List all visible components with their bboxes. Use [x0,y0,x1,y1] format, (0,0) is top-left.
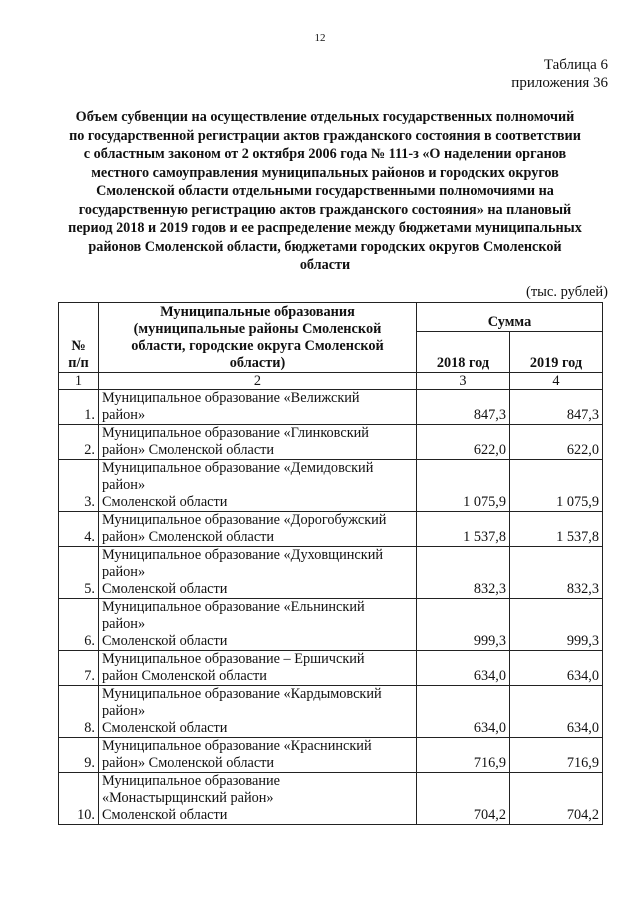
municipality-name: Муниципальное образование «Велижский район» [99,390,417,425]
municipality-name: Муниципальное образование «Духовщинский район» Смоленской области [99,547,417,599]
title-line: государственную регистрацию актов гражданского состояния» на плановый [78,201,572,218]
title-line: области [299,257,351,273]
amount-2019: 634,0 [510,651,603,686]
amount-2019: 999,3 [510,599,603,651]
municipality-name: Муниципальное образование «Глинковский район» Смоленской области [99,425,417,460]
municipality-name: Муниципальное образование «Монастырщинский район» Смоленской области [99,773,417,825]
subvention-table [58,302,603,825]
column-number-2: 2 [99,373,417,390]
header-year-2018: 2018 год [417,332,510,373]
municipality-name: Муниципальное образование «Кардымовский район» Смоленской области [99,686,417,738]
title-line: с областным законом от 2 октября 2006 года № 111-з «О наделении органов [83,146,567,162]
title-line: Объем субвенции на осуществление отдельных государственных полномочий [75,109,575,125]
amount-2019: 634,0 [510,686,603,738]
amount-2019: 832,3 [510,547,603,599]
municipality-name: Муниципальное образование – Ершичский район Смоленской области [99,651,417,686]
title-line: период 2018 и 2019 годов и ее распределение между бюджетами муниципальных [68,220,582,236]
row-number: 10. [59,773,99,825]
title-line: местного самоуправления муниципальных районов и городских округов [91,164,559,181]
amount-2018: 716,9 [417,738,510,773]
amount-2018: 1 537,8 [417,512,510,547]
table-row [59,460,603,512]
header-sum: Сумма [417,303,603,332]
unit-label: (тыс. рублей) [526,284,608,300]
row-number: 6. [59,599,99,651]
table-row [59,512,603,547]
amount-2019: 704,2 [510,773,603,825]
page-number: 12 [314,32,326,44]
table-row [59,651,603,686]
table-row [59,425,603,460]
title-line: районов Смоленской области, бюджетами городских округов Смоленской [88,238,562,255]
column-number-1: 1 [59,373,99,390]
amount-2019: 1 075,9 [510,460,603,512]
table-row [59,390,603,425]
row-number: 9. [59,738,99,773]
amount-2018: 634,0 [417,651,510,686]
amount-2019: 1 537,8 [510,512,603,547]
row-number: 7. [59,651,99,686]
row-number: 1. [59,390,99,425]
row-number: 8. [59,686,99,738]
title-line: Смоленской области отдельными государственными полномочиями на [96,183,554,199]
header-municipality: Муниципальные образования (муниципальные районы Смоленской области, городские округа Смоленской области) [99,303,417,373]
table-row [59,599,603,651]
amount-2018: 832,3 [417,547,510,599]
amount-2018: 999,3 [417,599,510,651]
attachment-label [511,56,608,92]
document-title [52,108,598,275]
amount-2018: 622,0 [417,425,510,460]
municipality-name: Муниципальное образование «Дорогобужский район» Смоленской области [99,512,417,547]
title-line: по государственной регистрации актов гражданского состояния в соответствии [69,127,581,144]
column-number-4: 4 [510,373,603,390]
amount-2018: 1 075,9 [417,460,510,512]
amount-2018: 704,2 [417,773,510,825]
header-year-2019: 2019 год [510,332,603,373]
amount-2019: 622,0 [510,425,603,460]
table-row [59,773,603,825]
attachment-appendix-label: приложения 36 [511,75,608,91]
row-number: 5. [59,547,99,599]
municipality-name: Муниципальное образование «Демидовский район» Смоленской области [99,460,417,512]
municipality-name: Муниципальное образование «Краснинский район» Смоленской области [99,738,417,773]
table-row [59,686,603,738]
header-number: № п/п [59,303,99,373]
amount-2019: 847,3 [510,390,603,425]
column-number-3: 3 [417,373,510,390]
amount-2018: 847,3 [417,390,510,425]
row-number: 4. [59,512,99,547]
amount-2018: 634,0 [417,686,510,738]
table-row [59,738,603,773]
row-number: 2. [59,425,99,460]
table-body [59,390,603,825]
attachment-table-label: Таблица 6 [543,57,608,73]
row-number: 3. [59,460,99,512]
amount-2019: 716,9 [510,738,603,773]
table-row [59,547,603,599]
municipality-name: Муниципальное образование «Ельнинский район» Смоленской области [99,599,417,651]
